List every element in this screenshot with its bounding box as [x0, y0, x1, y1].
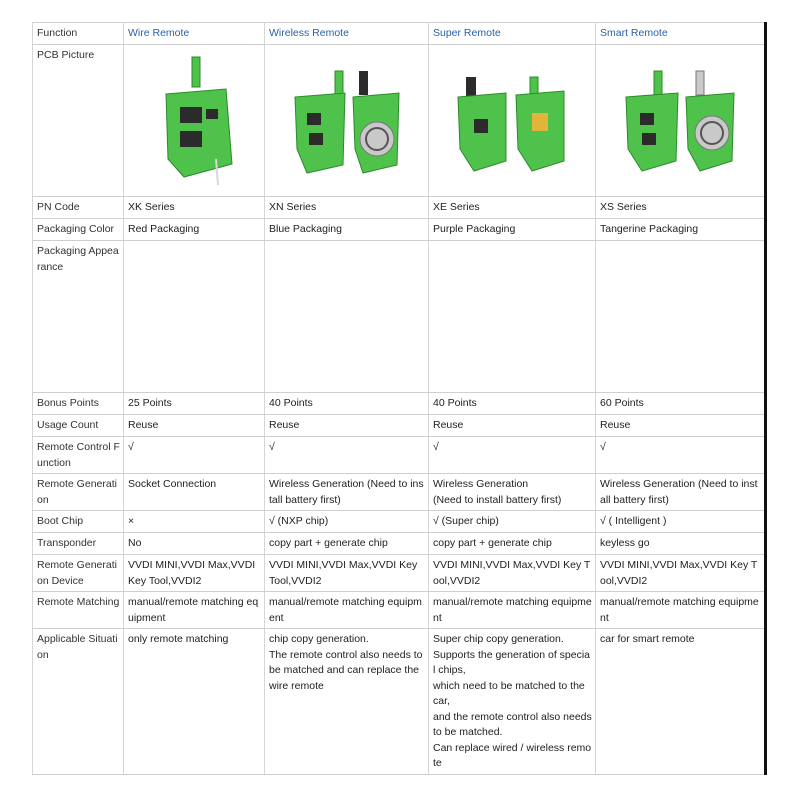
cell-wire [124, 241, 265, 393]
header-smart-remote: Smart Remote [596, 23, 766, 45]
cell-wireless: Blue Packaging [265, 219, 429, 241]
cell-wireless: Reuse [265, 415, 429, 437]
cell-smart: Wireless Generation (Need to install battery first) [596, 474, 766, 511]
wireless-remote-pcb-icon [287, 49, 407, 189]
cell-wire: √ [124, 437, 265, 474]
pcb-row [33, 45, 766, 197]
cell-smart: VVDI MINI,VVDI Max,VVDI Key Tool,VVDI2 [596, 555, 766, 592]
cell-smart: manual/remote matching equipment [596, 592, 766, 629]
wire-remote-pcb-cell [124, 45, 265, 197]
wireless-remote-pcb-cell [265, 45, 429, 197]
cell-wire: only remote matching [124, 629, 265, 775]
cell-wire: VVDI MINI,VVDI Max,VVDI Key Tool,VVDI2 [124, 555, 265, 592]
cell-wireless: VVDI MINI,VVDI Max,VVDI Key Tool,VVDI2 [265, 555, 429, 592]
table-row-remote-matching [33, 592, 766, 629]
cell-smart: Tangerine Packaging [596, 219, 766, 241]
cell-smart: XS Series [596, 197, 766, 219]
table-row-applicable-situation [33, 629, 766, 775]
row-label: Remote Control Function [33, 437, 124, 474]
cell-wireless: 40 Points [265, 393, 429, 415]
row-label: Remote Generation [33, 474, 124, 511]
table-row-usage-count [33, 415, 766, 437]
super-remote-pcb-icon [452, 49, 572, 189]
table-row-remote-generation [33, 474, 766, 511]
cell-super: VVDI MINI,VVDI Max,VVDI Key Tool,VVDI2 [429, 555, 596, 592]
table-row-remote-control-function [33, 437, 766, 474]
header-row [33, 23, 766, 45]
cell-super: 40 Points [429, 393, 596, 415]
cell-wire: No [124, 533, 265, 555]
wire-remote-pcb-icon [144, 49, 244, 189]
table-row-transponder [33, 533, 766, 555]
cell-smart [596, 241, 766, 393]
cell-super: Super chip copy generation. Supports the generation of special chips, which need to be matched to the car, and the remote control also needs to be matched. Can replace wired / wireless remote [429, 629, 596, 775]
table-body [33, 197, 766, 775]
cell-wire: manual/remote matching equipment [124, 592, 265, 629]
cell-super: √ [429, 437, 596, 474]
cell-smart: 60 Points [596, 393, 766, 415]
cell-super: Reuse [429, 415, 596, 437]
pcb-label: PCB Picture [33, 45, 124, 197]
row-label: Packaging Color [33, 219, 124, 241]
row-label: Remote Generation Device [33, 555, 124, 592]
smart-remote-pcb-cell [596, 45, 766, 197]
cell-wireless: √ [265, 437, 429, 474]
cell-wire: 25 Points [124, 393, 265, 415]
smart-remote-pcb-icon [620, 49, 740, 189]
table-row-bonus-points [33, 393, 766, 415]
cell-super: Wireless Generation (Need to install battery first) [429, 474, 596, 511]
row-label: Usage Count [33, 415, 124, 437]
row-label: Packaging Appearance [33, 241, 124, 393]
comparison-table [32, 22, 767, 775]
cell-wire: XK Series [124, 197, 265, 219]
cell-wireless: Wireless Generation (Need to install battery first) [265, 474, 429, 511]
row-label: Boot Chip [33, 511, 124, 533]
header-wireless-remote: Wireless Remote [265, 23, 429, 45]
cell-wireless: XN Series [265, 197, 429, 219]
header-wire-remote: Wire Remote [124, 23, 265, 45]
header-function: Function [33, 23, 124, 45]
row-label: Bonus Points [33, 393, 124, 415]
cell-smart: car for smart remote [596, 629, 766, 775]
cell-wireless: chip copy generation. The remote control also needs to be matched and can replace the wire remote [265, 629, 429, 775]
cell-super: √ (Super chip) [429, 511, 596, 533]
cell-super: Purple Packaging [429, 219, 596, 241]
cell-super: copy part + generate chip [429, 533, 596, 555]
cell-super: manual/remote matching equipment [429, 592, 596, 629]
cell-smart: Reuse [596, 415, 766, 437]
header-super-remote: Super Remote [429, 23, 596, 45]
table-row-boot-chip [33, 511, 766, 533]
cell-smart: √ [596, 437, 766, 474]
cell-smart: keyless go [596, 533, 766, 555]
cell-wireless [265, 241, 429, 393]
row-label: PN Code [33, 197, 124, 219]
cell-wireless: copy part + generate chip [265, 533, 429, 555]
cell-super [429, 241, 596, 393]
table-row-packaging-appearance [33, 241, 766, 393]
row-label: Transponder [33, 533, 124, 555]
table-row-remote-generation-device [33, 555, 766, 592]
table-row-pn-code [33, 197, 766, 219]
cell-wireless: manual/remote matching equipment [265, 592, 429, 629]
row-label: Remote Matching [33, 592, 124, 629]
cell-wireless: √ (NXP chip) [265, 511, 429, 533]
cell-wire: × [124, 511, 265, 533]
cell-wire: Reuse [124, 415, 265, 437]
cell-super: XE Series [429, 197, 596, 219]
cell-wire: Red Packaging [124, 219, 265, 241]
row-label: Applicable Situation [33, 629, 124, 775]
cell-smart: √ ( Intelligent ) [596, 511, 766, 533]
super-remote-pcb-cell [429, 45, 596, 197]
cell-wire: Socket Connection [124, 474, 265, 511]
table-row-packaging-color [33, 219, 766, 241]
